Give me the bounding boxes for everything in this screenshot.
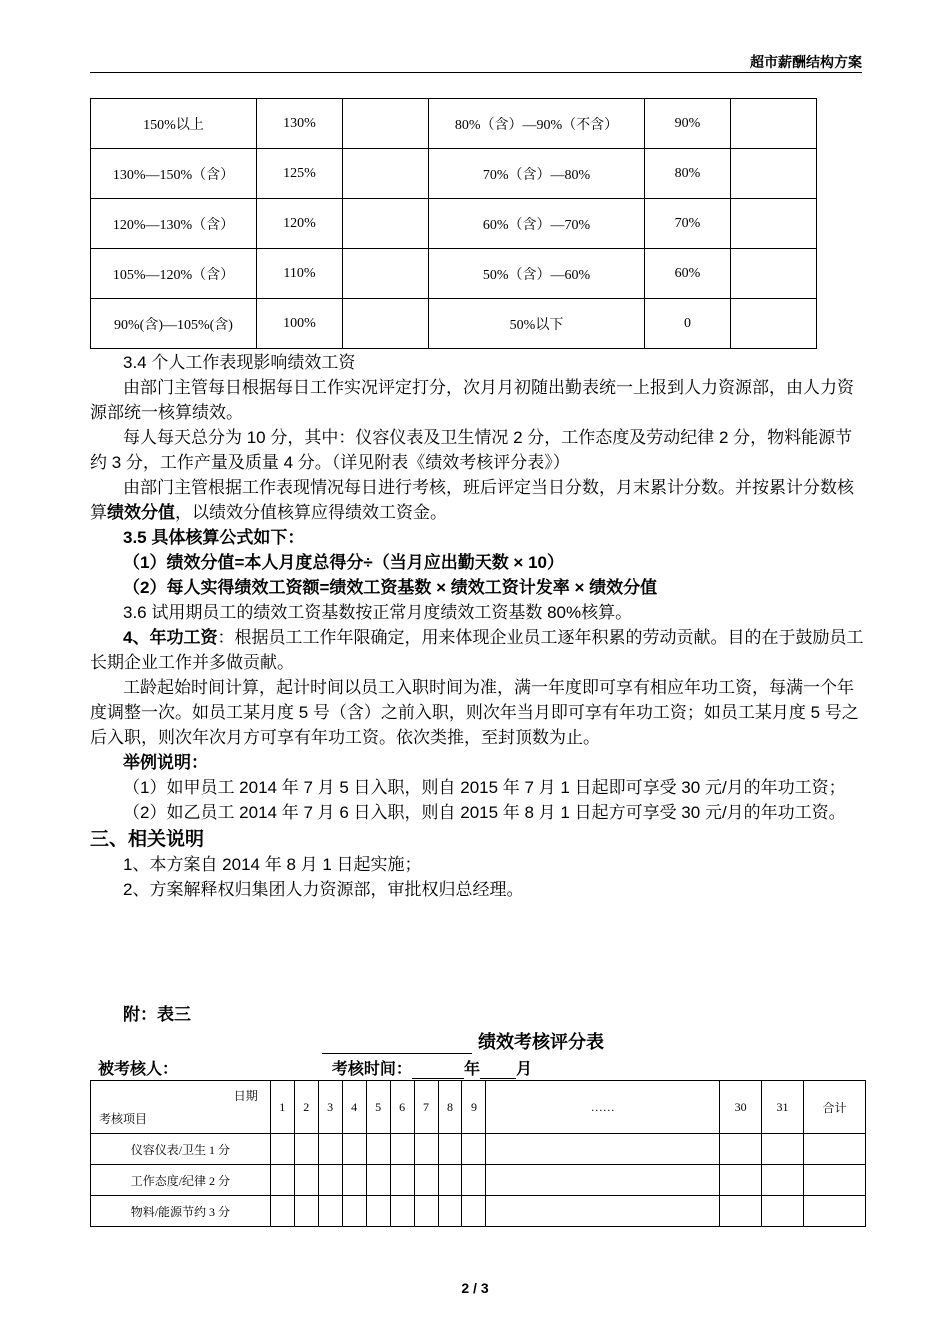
- para-scoring: 由部门主管每日根据每日工作实况评定打分，次月月初随出勤表统一上报到人力资源部，由人力资源部统一核算绩效。: [90, 378, 854, 422]
- score-entry-cell: [414, 1134, 438, 1165]
- score-entry-cell: [486, 1196, 720, 1227]
- page-number: 2 / 3: [461, 1280, 489, 1296]
- para-seniority-calc: 工龄起始时间计算，起计时间以员工入职时间为准，满一年度即可享有相应年功工资，每满一个年度调整一次。如员工某月度 5 号（含）之前入职，则次年当月即可享有年功工资；如员工某月度 5 号之后入职，则次年次月方可享有年功工资。依次类推，至封顶数为止。: [90, 678, 859, 747]
- day-header: 6: [390, 1081, 414, 1134]
- rate-cell: 125%: [257, 149, 343, 199]
- rate-cell: [343, 199, 429, 249]
- day-header: 3: [318, 1081, 342, 1134]
- score-entry-cell: [342, 1165, 366, 1196]
- header-rule: [90, 72, 862, 73]
- rate-cell: 50%以下: [429, 299, 645, 349]
- rate-cell: 130%: [257, 99, 343, 149]
- rate-cell: [343, 249, 429, 299]
- rate-cell: 150%以上: [91, 99, 257, 149]
- day-header: 2: [294, 1081, 318, 1134]
- total-header: 合计: [804, 1081, 866, 1134]
- score-row: [91, 1165, 866, 1196]
- score-entry-cell: [366, 1134, 390, 1165]
- score-entry-cell: [390, 1134, 414, 1165]
- score-entry-cell: [414, 1165, 438, 1196]
- score-row: [91, 1134, 866, 1165]
- day-header: 5: [366, 1081, 390, 1134]
- score-entry-cell: [366, 1165, 390, 1196]
- assessment-meta: [98, 1056, 798, 1079]
- score-entry-cell: [438, 1165, 462, 1196]
- corner-date-label: 日期: [233, 1089, 258, 1103]
- day-header: 8: [438, 1081, 462, 1134]
- score-entry-cell: [720, 1165, 762, 1196]
- document-body: [90, 350, 865, 902]
- rate-cell: 120%—130%（含）: [91, 199, 257, 249]
- rate-cell: 0: [645, 299, 731, 349]
- score-item-label: 工作态度/纪律 2 分: [91, 1165, 271, 1196]
- rate-cell: 90%: [645, 99, 731, 149]
- time-label: 考核时间：: [331, 1061, 412, 1078]
- score-entry-cell: [294, 1196, 318, 1227]
- score-entry-cell: [270, 1196, 294, 1227]
- score-entry-cell: [804, 1134, 866, 1165]
- score-entry-cell: [414, 1196, 438, 1227]
- rate-cell: 60%: [645, 249, 731, 299]
- note-1: 1、本方案自 2014 年 8 月 1 日起实施；: [123, 855, 422, 874]
- score-table-title: 绩效考核评分表: [322, 1028, 604, 1054]
- day-header: 9: [462, 1081, 486, 1134]
- attachment-label: 附：表三: [123, 1005, 191, 1024]
- rate-cell: 80%（含）—90%（不含）: [429, 99, 645, 149]
- score-table: [90, 1080, 866, 1227]
- rate-row: [91, 199, 817, 249]
- score-entry-cell: [462, 1165, 486, 1196]
- score-entry-cell: [462, 1196, 486, 1227]
- score-entry-cell: [318, 1165, 342, 1196]
- year-blank: [412, 1062, 464, 1079]
- para-seniority-pay: 4、年功工资：根据员工工作年限确定，用来体现企业员工逐年积累的劳动贡献。目的在于鼓励员工长期企业工作并多做贡献。: [90, 628, 864, 672]
- para-example-1: （1）如甲员工 2014 年 7 月 5 日入职，则自 2015 年 7 月 1 日起即可享受 30 元/月的年功工资；: [123, 778, 846, 797]
- day-header: 7: [414, 1081, 438, 1134]
- score-entry-cell: [438, 1196, 462, 1227]
- rate-cell: 70%（含）—80%: [429, 149, 645, 199]
- rate-cell: 90%(含)—105%(含): [91, 299, 257, 349]
- rate-cell: [731, 249, 817, 299]
- rate-row: [91, 149, 817, 199]
- rate-cell: [731, 299, 817, 349]
- corner-cell: [91, 1081, 271, 1134]
- title-underline: [322, 1035, 472, 1054]
- score-entry-cell: [762, 1134, 804, 1165]
- score-entry-cell: [270, 1165, 294, 1196]
- rate-cell: [731, 149, 817, 199]
- score-entry-cell: [762, 1196, 804, 1227]
- rate-cell: 105%—120%（含）: [91, 249, 257, 299]
- day-header: 1: [270, 1081, 294, 1134]
- score-entry-cell: [318, 1134, 342, 1165]
- rate-cell: 70%: [645, 199, 731, 249]
- rate-row: [91, 249, 817, 299]
- score-entry-cell: [294, 1165, 318, 1196]
- note-2: 2、方案解释权归集团人力资源部，审批权归总经理。: [123, 880, 524, 899]
- score-entry-cell: [270, 1134, 294, 1165]
- score-entry-cell: [804, 1165, 866, 1196]
- document-header-title: 超市薪酬结构方案: [750, 54, 862, 70]
- performance-rate-table: [90, 98, 817, 349]
- score-entry-cell: [720, 1196, 762, 1227]
- rate-row: [91, 99, 817, 149]
- para-3-4: 3.4 个人工作表现影响绩效工资: [123, 353, 356, 372]
- month-label: 月: [515, 1061, 532, 1078]
- score-entry-cell: [720, 1134, 762, 1165]
- rate-cell: [343, 99, 429, 149]
- rate-cell: [731, 99, 817, 149]
- day-header: 4: [342, 1081, 366, 1134]
- day-ellipsis: ……: [486, 1081, 720, 1134]
- score-entry-cell: [390, 1196, 414, 1227]
- score-entry-cell: [318, 1196, 342, 1227]
- score-item-label: 仪容仪表/卫生 1 分: [91, 1134, 271, 1165]
- rate-cell: 60%（含）—70%: [429, 199, 645, 249]
- score-entry-cell: [390, 1165, 414, 1196]
- rate-cell: 120%: [257, 199, 343, 249]
- para-3-5: 3.5 具体核算公式如下：: [123, 528, 305, 547]
- score-row: [91, 1196, 866, 1227]
- rate-cell: [731, 199, 817, 249]
- score-entry-cell: [462, 1134, 486, 1165]
- score-entry-cell: [294, 1134, 318, 1165]
- day-header: 31: [762, 1081, 804, 1134]
- rate-cell: 50%（含）—60%: [429, 249, 645, 299]
- score-entry-cell: [486, 1165, 720, 1196]
- corner-item-label: 考核项目: [99, 1112, 148, 1126]
- formula-1: （1）绩效分值=本人月度总得分÷（当月应出勤天数 × 10）: [123, 553, 564, 572]
- score-entry-cell: [438, 1134, 462, 1165]
- score-entry-cell: [342, 1134, 366, 1165]
- para-example-heading: 举例说明：: [123, 753, 208, 772]
- score-entry-cell: [804, 1196, 866, 1227]
- score-entry-cell: [762, 1165, 804, 1196]
- rate-cell: 80%: [645, 149, 731, 199]
- score-item-label: 物料/能源节约 3 分: [91, 1196, 271, 1227]
- rate-cell: 130%—150%（含）: [91, 149, 257, 199]
- rate-cell: 100%: [257, 299, 343, 349]
- para-assessment: 由部门主管根据工作表现情况每日进行考核，班后评定当日分数，月末累计分数。并按累计分数核算绩效分值，以绩效分值核算应得绩效工资金。: [90, 478, 854, 522]
- score-entry-cell: [486, 1134, 720, 1165]
- rate-row: [91, 299, 817, 349]
- para-score-breakdown: 每人每天总分为 10 分，其中：仪容仪表及卫生情况 2 分，工作态度及劳动纪律 2 分，物料能源节约 3 分，工作产量及质量 4 分。（详见附表《绩效考核评分表》）: [90, 428, 853, 472]
- section-3-title: 三、相关说明: [90, 829, 205, 850]
- para-example-2: （2）如乙员工 2014 年 7 月 6 日入职，则自 2015 年 8 月 1 日起方可享受 30 元/月的年功工资。: [123, 803, 846, 822]
- day-header: 30: [720, 1081, 762, 1134]
- year-label: 年: [463, 1061, 480, 1078]
- para-3-6: 3.6 试用期员工的绩效工资基数按正常月度绩效工资基数 80%核算。: [123, 603, 633, 622]
- month-blank: [480, 1062, 516, 1079]
- assessee-label: 被考核人：: [98, 1061, 179, 1078]
- rate-cell: 110%: [257, 249, 343, 299]
- formula-2: （2）每人实得绩效工资额=绩效工资基数 × 绩效工资计发率 × 绩效分值: [123, 578, 658, 597]
- score-entry-cell: [342, 1196, 366, 1227]
- rate-cell: [343, 149, 429, 199]
- score-entry-cell: [366, 1196, 390, 1227]
- rate-cell: [343, 299, 429, 349]
